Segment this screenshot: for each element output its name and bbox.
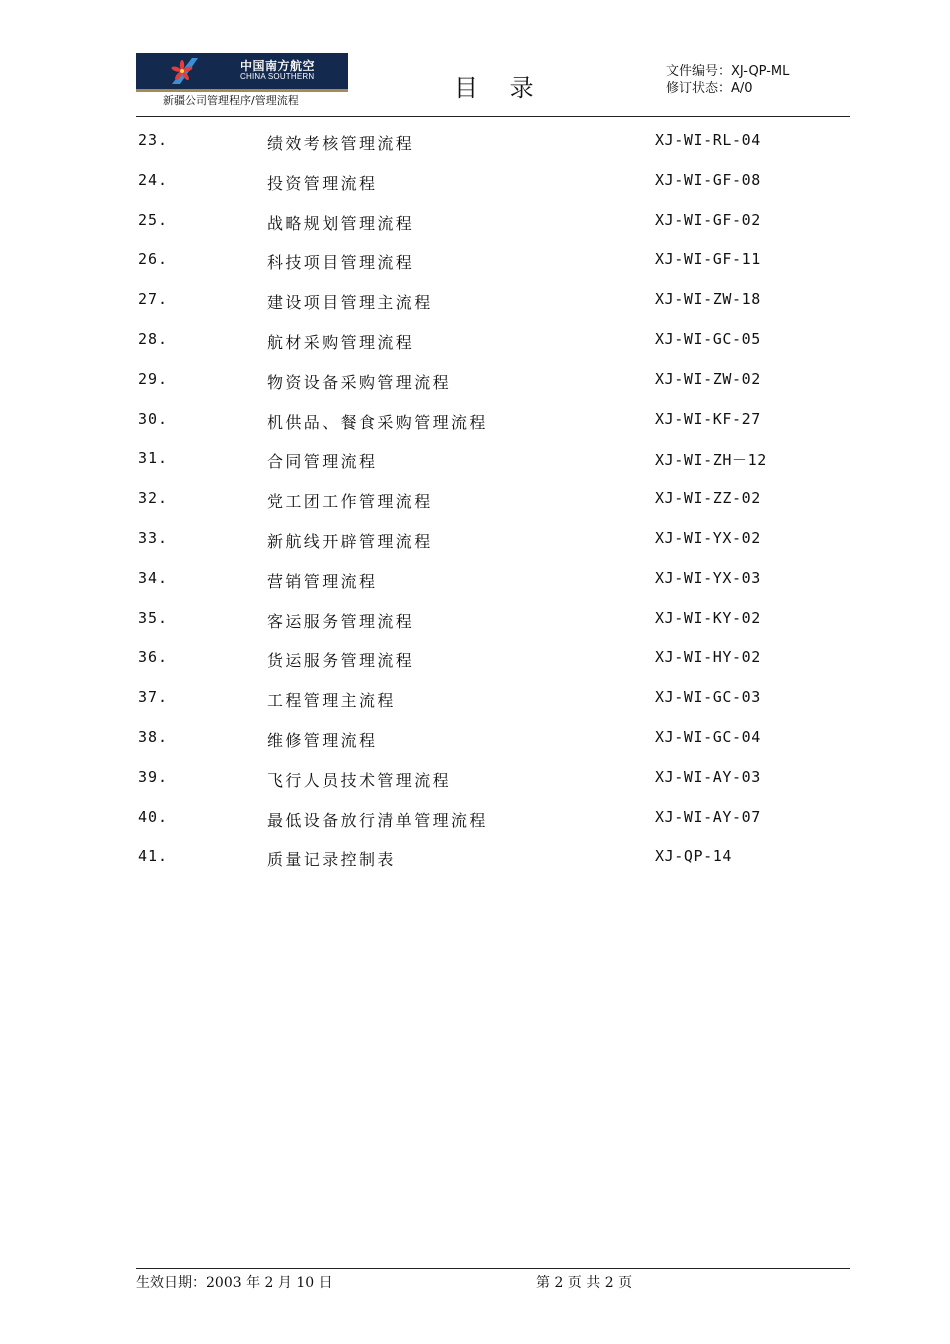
toc-number: 27. [138, 290, 169, 309]
toc-number: 37. [138, 688, 169, 707]
toc-row [0, 410, 950, 450]
logo-chinese-name: 中国南方航空 [240, 59, 316, 73]
toc-row [0, 768, 950, 808]
toc-title: 投资管理流程 [267, 173, 378, 193]
toc-row [0, 211, 950, 251]
toc-title: 工程管理主流程 [267, 691, 396, 711]
toc-title: 党工团工作管理流程 [267, 492, 433, 512]
toc-title: 科技项目管理流程 [267, 253, 415, 273]
toc-code: XJ-WI-YX-02 [655, 528, 761, 547]
toc-number: 39. [138, 767, 169, 786]
toc-code: XJ-WI-GF-11 [655, 250, 761, 269]
toc-code: XJ-WI-GF-02 [655, 210, 761, 229]
toc-title: 物资设备采购管理流程 [267, 372, 452, 392]
toc-number: 25. [138, 210, 169, 229]
toc-title: 新航线开辟管理流程 [267, 531, 433, 551]
toc-code: XJ-WI-ZW-02 [655, 369, 761, 388]
toc-number: 28. [138, 329, 169, 348]
toc-list [0, 131, 950, 887]
toc-code: XJ-WI-ZH－12 [655, 451, 767, 470]
toc-row [0, 688, 950, 728]
toc-number: 34. [138, 568, 169, 587]
kapok-flower-icon [162, 56, 202, 86]
toc-title: 机供品、餐食采购管理流程 [267, 412, 488, 432]
toc-number: 32. [138, 489, 169, 508]
company-logo [136, 53, 348, 92]
toc-code: XJ-WI-GC-04 [655, 727, 761, 746]
toc-row [0, 529, 950, 569]
toc-row [0, 728, 950, 768]
toc-title: 质量记录控制表 [267, 850, 396, 870]
logo-english-name: CHINA SOUTHERN [240, 72, 315, 81]
toc-row [0, 609, 950, 649]
page-number: 第 2 页 共 2 页 [536, 1275, 633, 1291]
toc-title: 建设项目管理主流程 [267, 293, 433, 313]
toc-code: XJ-WI-HY-02 [655, 648, 761, 667]
toc-number: 24. [138, 170, 169, 189]
toc-row [0, 489, 950, 529]
toc-row [0, 847, 950, 887]
toc-code: XJ-WI-ZW-18 [655, 290, 761, 309]
toc-row [0, 569, 950, 609]
effective-date: 生效日期：2003 年 2 月 10 日 [136, 1275, 333, 1291]
toc-row [0, 171, 950, 211]
toc-row [0, 131, 950, 171]
toc-title: 飞行人员技术管理流程 [267, 770, 452, 790]
document-subtitle: 新疆公司管理程序/管理流程 [163, 94, 299, 107]
toc-title: 战略规划管理流程 [267, 213, 415, 233]
toc-code: XJ-WI-AY-07 [655, 807, 761, 826]
toc-code: XJ-WI-KF-27 [655, 409, 761, 428]
toc-number: 23. [138, 131, 169, 149]
toc-row [0, 290, 950, 330]
toc-number: 33. [138, 528, 169, 547]
toc-code: XJ-WI-KY-02 [655, 608, 761, 627]
toc-title: 绩效考核管理流程 [267, 134, 415, 153]
toc-row [0, 370, 950, 410]
toc-code: XJ-WI-GC-03 [655, 688, 761, 707]
toc-code: XJ-WI-YX-03 [655, 568, 761, 587]
toc-row [0, 250, 950, 290]
toc-number: 29. [138, 369, 169, 388]
revision-status: 修订状态：A/0 [666, 81, 753, 96]
toc-number: 38. [138, 727, 169, 746]
toc-number: 26. [138, 250, 169, 269]
toc-code: XJ-WI-ZZ-02 [655, 489, 761, 508]
toc-number: 36. [138, 648, 169, 667]
toc-row [0, 449, 950, 489]
toc-title: 货运服务管理流程 [267, 651, 415, 671]
toc-row [0, 808, 950, 848]
toc-title: 合同管理流程 [267, 452, 378, 472]
toc-title: 营销管理流程 [267, 571, 378, 591]
toc-number: 31. [138, 449, 169, 468]
toc-title: 维修管理流程 [267, 730, 378, 750]
toc-number: 40. [138, 807, 169, 826]
toc-code: XJ-WI-GF-08 [655, 170, 761, 189]
document-number: 文件编号：XJ-QP-ML [666, 64, 790, 79]
toc-number: 30. [138, 409, 169, 428]
page-title: 目 录 [454, 74, 546, 102]
toc-title: 最低设备放行清单管理流程 [267, 810, 488, 830]
footer-divider [136, 1268, 850, 1269]
toc-code: XJ-QP-14 [655, 847, 733, 866]
toc-number: 41. [138, 847, 169, 866]
header-divider [136, 116, 850, 117]
toc-title: 航材采购管理流程 [267, 332, 415, 352]
toc-row [0, 648, 950, 688]
toc-code: XJ-WI-AY-03 [655, 767, 761, 786]
toc-row [0, 330, 950, 370]
toc-code: XJ-WI-GC-05 [655, 329, 761, 348]
toc-title: 客运服务管理流程 [267, 611, 415, 631]
toc-number: 35. [138, 608, 169, 627]
toc-code: XJ-WI-RL-04 [655, 131, 761, 149]
